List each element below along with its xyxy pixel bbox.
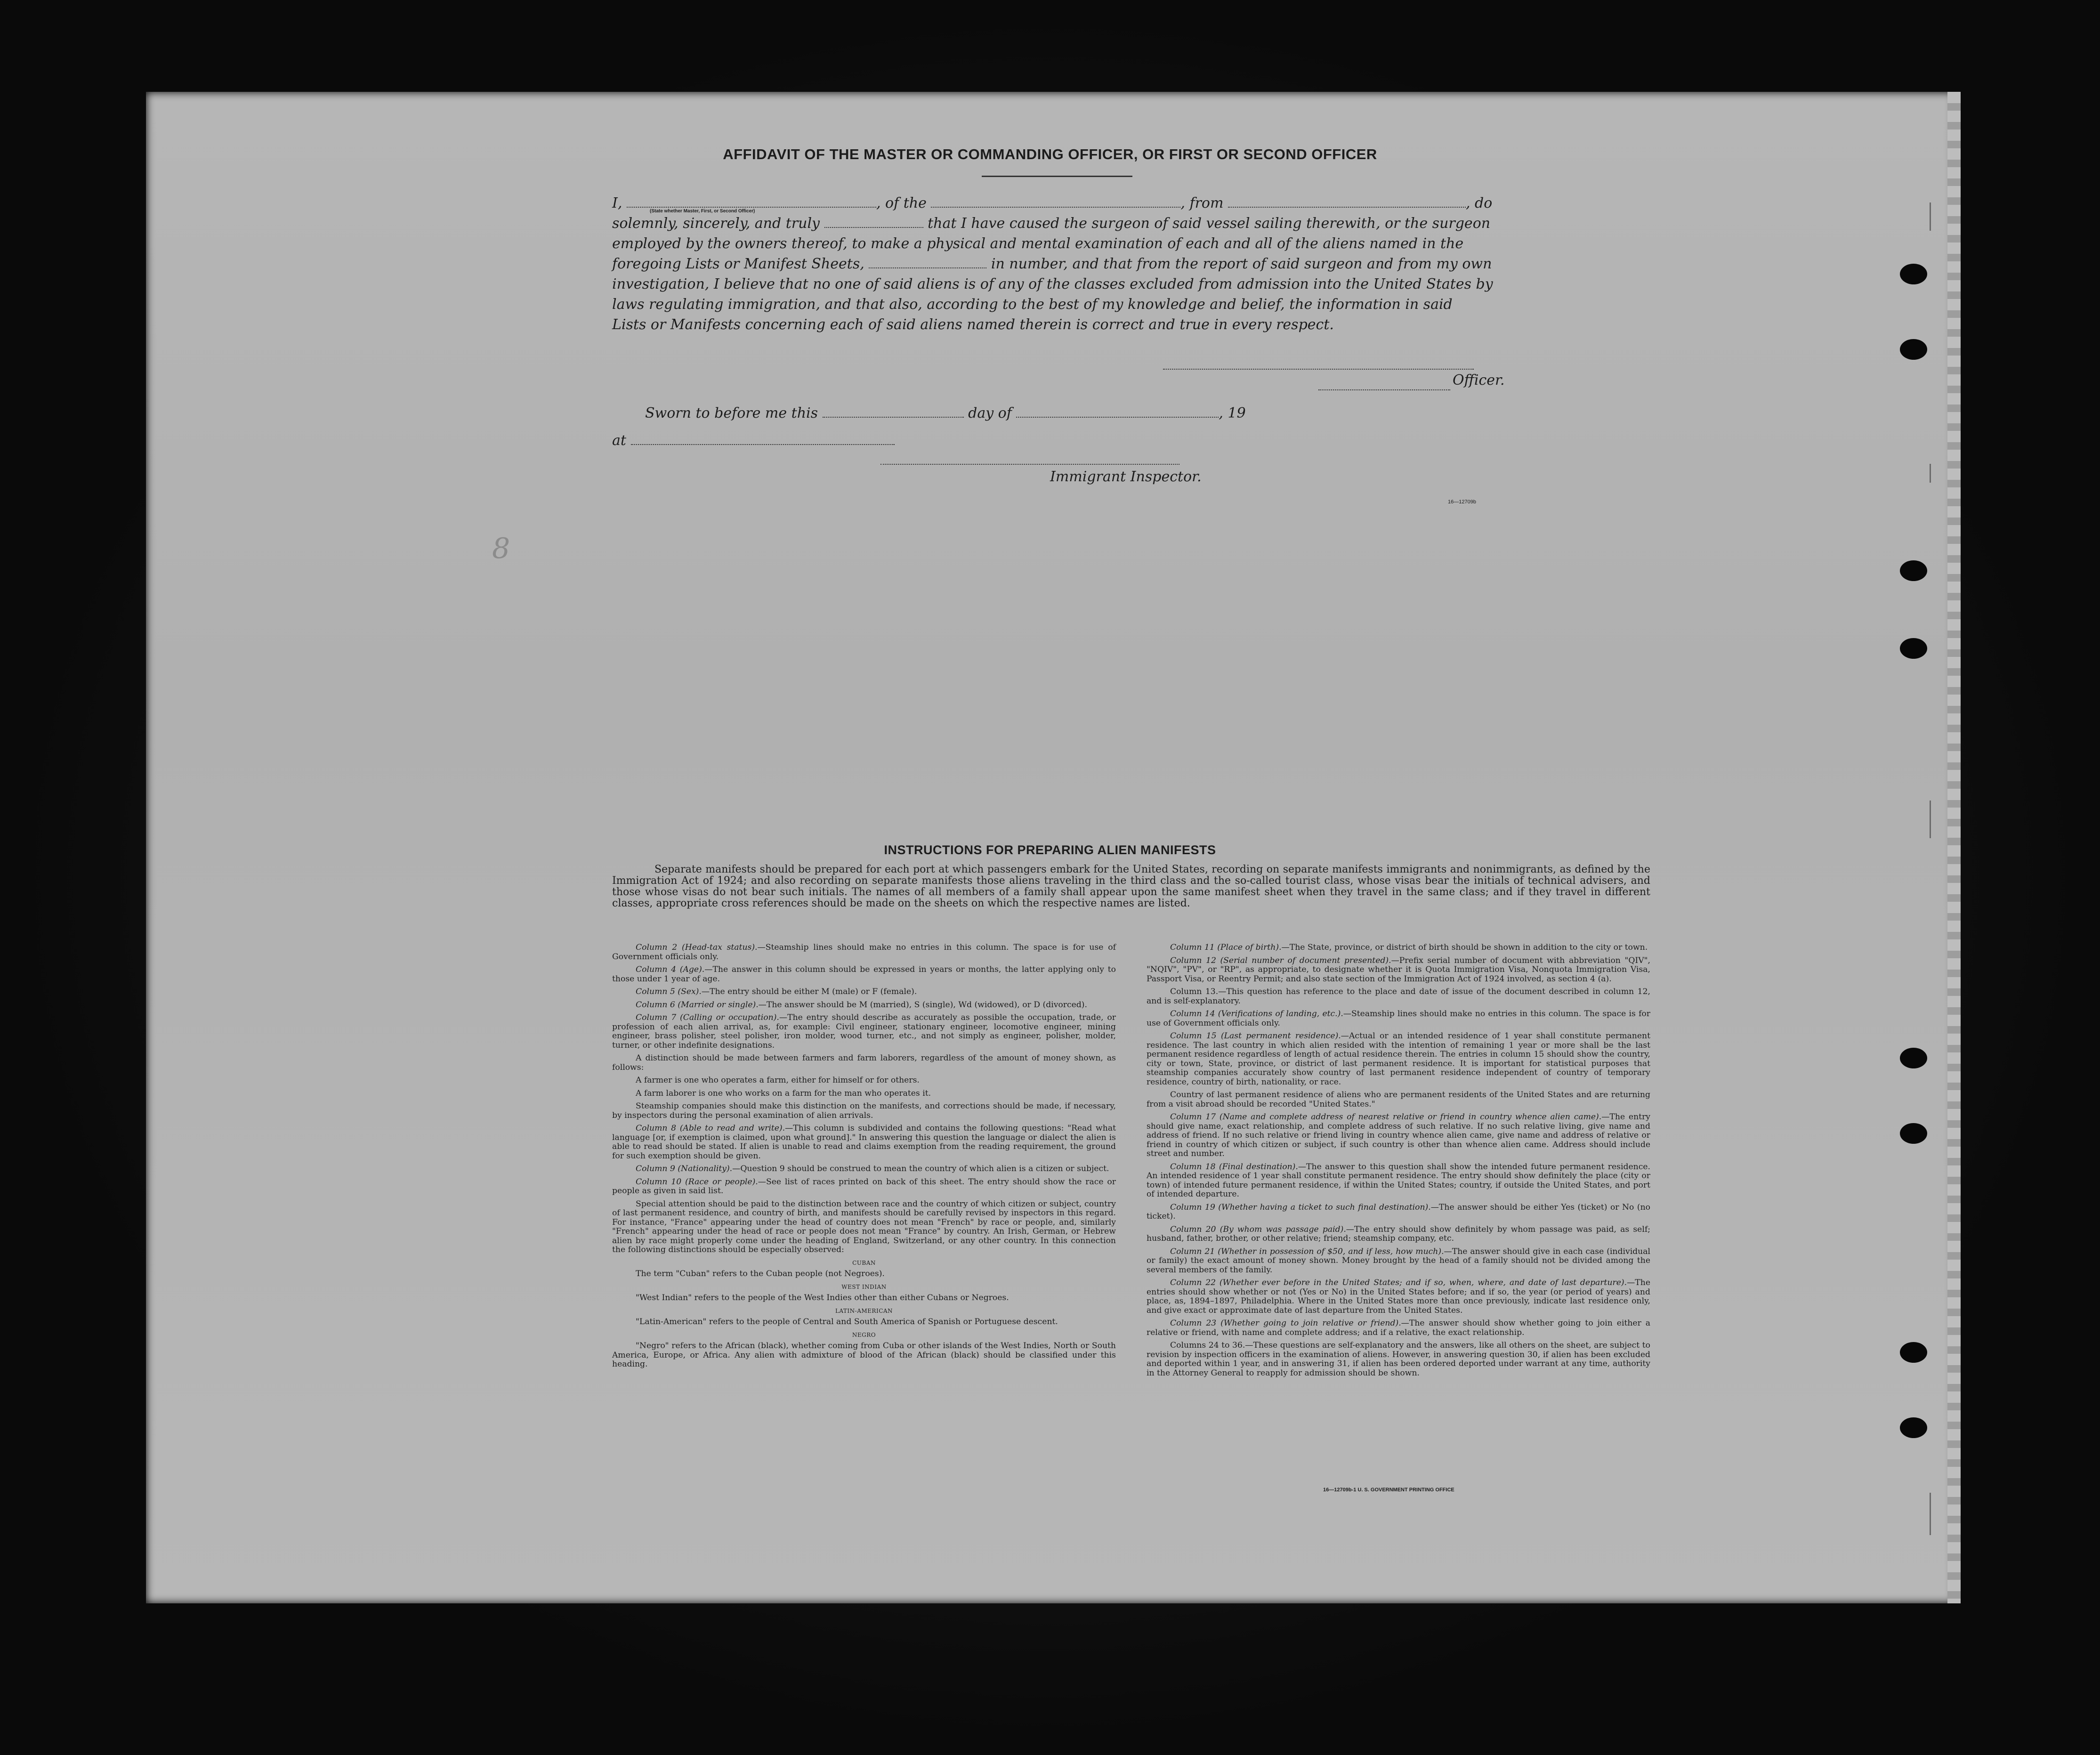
scan-scratch xyxy=(1930,1493,1931,1535)
affidavit-line-3: employed by the owners thereof, to make a physical and mental examination of each and all of the aliens named in the xyxy=(612,235,1464,252)
punch-hole xyxy=(1900,264,1927,284)
column-19-entry: Column 19 (Whether having a ticket to such final destination).—The answer should be either Yes (ticket) or No (no ticket). xyxy=(1147,1202,1650,1221)
form-code-top: 16—12709b xyxy=(1448,499,1476,505)
heading-latin-american: LATIN-AMERICAN xyxy=(835,1307,893,1314)
west-indian-definition: "West Indian" refers to the people of the West Indies other than either Cubans or Negroes. xyxy=(636,1293,1009,1302)
affidavit-line-5: investigation, I believe that no one of said aliens is of any of the classes excluded from admission into the United States by xyxy=(612,276,1493,292)
farmer-definition: A farmer is one who operates a farm, either for himself or for others. xyxy=(636,1076,920,1085)
affidavit-body xyxy=(612,193,1650,335)
column-5-entry: Column 5 (Sex).—The entry should be either M (male) or F (female). xyxy=(636,987,917,996)
officer-label: Officer. xyxy=(1453,372,1505,388)
vessel-name-blank[interactable] xyxy=(931,195,1180,208)
instructions-left-column xyxy=(612,943,1116,1373)
negro-definition: "Negro" refers to the African (black), whether coming from Cuba or other islands of the West Indies, North or South America, Europe, or Africa. Any alien with admixture of blood of the African (black) should be classified under this heading. xyxy=(612,1341,1116,1369)
inspector-signature-line[interactable] xyxy=(880,464,1179,465)
column-17-entry: Column 17 (Name and complete address of nearest relative or friend in country whence alien came).—The entry should give name, exact relationship, and complete address of such relative. If no such relative living, give name and address of friend. If no such relative or friend living in country whence alien came, give name and address of relative or friend in country of which citizen or subject, if such country is other than whence alien came. Address should include street and number. xyxy=(1147,1112,1650,1158)
officer-rank-note: (State whether Master, First, or Second Officer) xyxy=(650,209,755,214)
column-23-entry: Column 23 (Whether going to join relative or friend).—The answer should show whether going to join either a relative or friend, with name and complete address; and if a relative, the exact relationship. xyxy=(1147,1318,1651,1337)
column-20-entry: Column 20 (By whom was passage paid).—The entry should show definitely by whom passage was paid, as self; husband, father, brother, or other relative; friend; steamship company, etc. xyxy=(1147,1224,1650,1243)
heading-west-indian: WEST INDIAN xyxy=(841,1283,887,1290)
sworn-day-blank[interactable] xyxy=(823,405,964,418)
affidavit-line-1: I, , of the , from , do xyxy=(612,195,1493,211)
sworn-month-blank[interactable] xyxy=(1016,405,1219,418)
title-underline xyxy=(982,176,1132,177)
farmer-distinction: A distinction should be made between farmers and farm laborers, regardless of the amount of money shown, as follows: xyxy=(612,1053,1116,1072)
cuban-definition: The term "Cuban" refers to the Cuban people (not Negroes). xyxy=(636,1269,885,1278)
printing-office-code: 16—12709b-1 U. S. GOVERNMENT PRINTING OFFICE xyxy=(1323,1487,1454,1493)
punch-hole xyxy=(1900,339,1927,360)
heading-negro: NEGRO xyxy=(852,1331,876,1338)
columns-24-36-entry: Columns 24 to 36.—These questions are self-explanatory and the answers, like all others on the sheet, are subject to revision by inspection officers in the examination of aliens. However, in answering question 30, if alien has been excluded and deported within 1 year, and in answering 31, if alien has been ordered deported under warrant at any time, authority in the Attorney General to reapply for admission should be shown. xyxy=(1147,1341,1650,1378)
signature-line-upper[interactable] xyxy=(1163,369,1474,370)
port-from-blank[interactable] xyxy=(1228,195,1466,208)
document-page xyxy=(146,92,1954,1603)
officer-rank-blank[interactable] xyxy=(627,195,876,208)
column-21-entry: Column 21 (Whether in possession of $50, and if less, how much).—The answer should give in each case (individual or family) the exact amount of money shown. Money brought by the head of a family should not be divided among the several members of the family. xyxy=(1147,1246,1651,1275)
scan-scratch xyxy=(1930,202,1931,231)
affirmation-blank[interactable] xyxy=(824,216,923,228)
officer-signature-line[interactable] xyxy=(1318,389,1450,390)
sworn-line: Sworn to before me this day of , 19 xyxy=(645,405,1246,421)
special-attention: Special attention should be paid to the distinction between race and the country of which citizen or subject, country of last permanent residence, and country of birth, and manifests should be carefully revised by inspectors in this regard. For instance, "France" appearing under the head of country does not mean "French" by race or people, and, similarly "French" appearing under the head of race or people does not mean "France" by country. An Irish, German, or Hebrew alien by race might properly come under the heading of England, Switzerland, or any other country. In this connection the following distinctions should be especially observed: xyxy=(612,1199,1116,1254)
column-9-entry: Column 9 (Nationality).—Question 9 should be construed to mean the country of which alien is a citizen or subject. xyxy=(636,1164,1109,1173)
column-22-entry: Column 22 (Whether ever before in the United States; and if so, when, where, and date of last departure).—The entries should show whether or not (Yes or No) in the United States before; and if so, the year (or period of years) and place, as, 1894–1897, Philadelphia. Where in the United States more than once previously, indicate last residence only, and give exact or approximate date of last departure from the United States. xyxy=(1147,1278,1650,1315)
affidavit-line-7: Lists or Manifests concerning each of said aliens named therein is correct and true in every respect. xyxy=(612,316,1334,333)
column-15-entry: Column 15 (Last permanent residence).—Actual or an intended residence of 1 year shall constitute permanent residence. The last country in which alien resided with the intention of remaining 1 year or more shall be the last permanent residence regardless of length of actual residence therein. The entries in column 15 should show the country, city or town, State, province, or district of last permanent residence. It is important for statistical purposes that steamship companies accurately show country of last permanent residence independent of country of temporary residence, country of birth, nationality, or race. xyxy=(1147,1031,1650,1087)
pencil-mark: 8 xyxy=(492,532,510,565)
punch-hole xyxy=(1900,1342,1927,1363)
scan-scratch xyxy=(1930,801,1931,838)
column-12-entry: Column 12 (Serial number of document presented).—Prefix serial number of document with abbreviation "QIV", "NQIV", "PV", or "RP", as appropriate, to designate whether it is Quota Immigration Visa, Nonquota Immigration Visa, Passport Visa, or Reentry Permit; and also state section of the Immigration Act of 1924 involved, as section 4 (a). xyxy=(1147,955,1650,984)
affidavit-line-2: solemnly, sincerely, and truly that I have caused the surgeon of said vessel sailing therewith, or the surgeon xyxy=(612,215,1491,232)
column-7-entry: Column 7 (Calling or occupation).—The entry should describe as accurately as possible the occupation, trade, or profession of each alien arrival, as, for example: Civil engineer, stationary engineer, locomotive engineer, mining engineer, brass polisher, steel polisher, iron molder, wood turner, etc., and not simply as engineer, polisher, molder, turner, or other indefinite designations. xyxy=(612,1013,1116,1050)
country-residence-note: Country of last permanent residence of aliens who are permanent residents of the United States and are returning from a visit abroad should be recorded "United States." xyxy=(1147,1090,1650,1109)
column-6-entry: Column 6 (Married or single).—The answer should be M (married), S (single), Wd (widowed), or D (divorced). xyxy=(636,1000,1087,1010)
column-13-entry: Column 13.—This question has reference to the place and date of issue of the document described in column 12, and is self-explanatory. xyxy=(1147,987,1650,1006)
column-4-entry: Column 4 (Age).—The answer in this column should be expressed in years or months, the latter applying only to those under 1 year of age. xyxy=(612,965,1116,984)
punch-hole xyxy=(1900,1048,1927,1068)
at-line: at xyxy=(612,432,895,449)
column-10-entry: Column 10 (Race or people).—See list of races printed on back of this sheet. The entry should show the race or people as given in said list. xyxy=(612,1177,1116,1196)
place-blank[interactable] xyxy=(631,433,895,445)
instructions-title: INSTRUCTIONS FOR PREPARING ALIEN MANIFESTS xyxy=(884,843,1216,857)
farm-laborer-definition: A farm laborer is one who works on a farm for the man who operates it. xyxy=(636,1088,931,1098)
affidavit-line-4: foregoing Lists or Manifest Sheets, in number, and that from the report of said surgeon and from my own xyxy=(612,256,1492,272)
punch-hole xyxy=(1900,1123,1927,1144)
column-14-entry: Column 14 (Verifications of landing, etc.).—Steamship lines should make no entries in this column. The space is for use of Government officials only. xyxy=(1147,1009,1650,1028)
latin-american-definition: "Latin-American" refers to the people of Central and South America of Spanish or Portuguese descent. xyxy=(636,1317,1058,1326)
affidavit-title: AFFIDAVIT OF THE MASTER OR COMMANDING OFFICER, OR FIRST OR SECOND OFFICER xyxy=(723,146,1377,162)
scan-scratch xyxy=(1930,464,1931,483)
instructions-intro: Separate manifests should be prepared for each port at which passengers embark for the United States, recording on separate manifests immigrants and nonimmigrants, as defined by the Immigration Act of 1924; and also recording on separate manifests those aliens traveling in the third class and the so-called tourist class, whose visas bear the initials of technical advisers, and those whose visas do not bear such initials. The names of all members of a family shall appear upon the same manifest sheet when they travel in the same class; and if they travel in different classes, appropriate cross references should be made on the sheets on which the respective names are listed. xyxy=(612,864,1650,909)
column-8-entry: Column 8 (Able to read and write).—This column is subdivided and contains the following questions: "Read what language [or, if exemption is claimed, upon what ground]." In answering this question the language or dialect the alien is able to read should be stated. If alien is unable to read and claims exemption from the reading requirement, the ground for such exemption should be given. xyxy=(612,1124,1116,1161)
instructions-right-column xyxy=(1147,943,1650,1382)
column-11-entry: Column 11 (Place of birth).—The State, province, or district of birth should be shown in addition to the city or town. xyxy=(1170,943,1648,952)
inspector-label: Immigrant Inspector. xyxy=(1050,469,1202,485)
alien-count-blank[interactable] xyxy=(869,256,986,268)
punch-hole xyxy=(1900,1417,1927,1438)
affidavit-line-6: laws regulating immigration, and that also, according to the best of my knowledge and belief, the information in said xyxy=(612,296,1453,313)
heading-cuban: CUBAN xyxy=(852,1259,876,1266)
column-18-entry: Column 18 (Final destination).—The answer to this question shall show the intended future permanent residence. An intended residence of 1 year shall constitute permanent residence. The entry should show definitely the place (city or town) of intended future permanent residence, if within the United States; country, if outside the United States, and port of intended departure. xyxy=(1147,1162,1651,1199)
column-2-entry: Column 2 (Head-tax status).—Steamship lines should make no entries in this column. The space is for use of Government officials only. xyxy=(612,943,1116,962)
punch-hole xyxy=(1900,560,1927,581)
punch-hole xyxy=(1900,638,1927,659)
steamship-distinction: Steamship companies should make this distinction on the manifests, and corrections should be made, if necessary, by inspectors during the personal examination of alien arrivals. xyxy=(612,1101,1116,1120)
